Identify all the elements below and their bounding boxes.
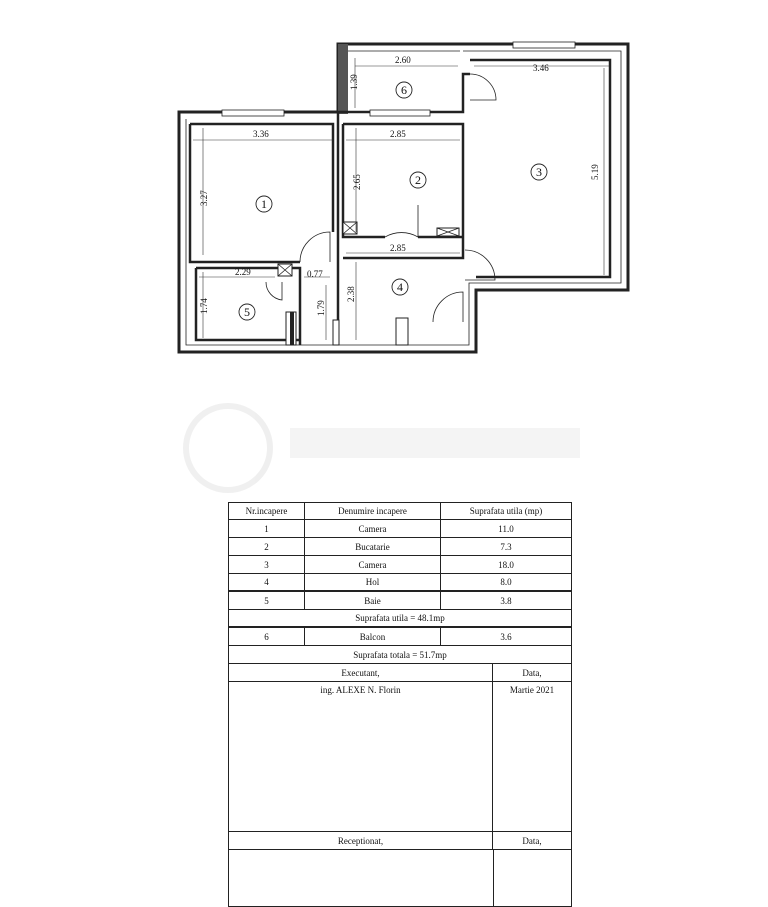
subtotal-text: Suprafata utila = 48.1mp — [355, 613, 445, 623]
dim-hall-width: 2.85 — [390, 243, 406, 253]
dim-bath-width: 2.29 — [235, 267, 251, 277]
receptionat-date-cell — [494, 850, 571, 906]
header-name: Denumire incapere — [305, 503, 441, 519]
room-marker-4 — [392, 279, 408, 295]
dim-balcony-width: 2.60 — [395, 55, 411, 65]
receptionat-label: Receptionat, — [229, 832, 493, 849]
table-row — [229, 556, 571, 574]
row-name: Bucatarie — [305, 538, 441, 555]
receptionat-header-row — [229, 832, 571, 850]
dim-room1-width: 3.36 — [253, 129, 269, 139]
executant-name: ing. ALEXE N. Florin — [229, 682, 493, 831]
dim-bath-depth: 1.74 — [199, 298, 209, 314]
row-name: Balcon — [305, 628, 441, 645]
executant-date: Martie 2021 — [509, 685, 555, 695]
row-nr: 4 — [229, 574, 305, 590]
row-area: 8.0 — [500, 577, 512, 587]
receptionat-date-label: Data, — [522, 835, 542, 846]
row-area: 3.6 — [500, 631, 512, 642]
dim-balcony-depth: 1.39 — [349, 74, 359, 90]
subtotal-row — [229, 610, 571, 628]
row-nr: 3 — [229, 556, 305, 573]
table-row — [229, 538, 571, 556]
dim-corridor-depth: 1.79 — [316, 300, 326, 316]
svg-text:2: 2 — [415, 173, 421, 187]
row-nr: 6 — [229, 628, 305, 645]
header-nr: Nr.incapere — [229, 503, 305, 519]
total-text: Suprafata totala = 51.7mp — [353, 649, 447, 660]
executant-date-label: Data, — [522, 667, 542, 678]
header-area: Suprafata utila (mp) — [469, 506, 543, 516]
svg-text:5: 5 — [244, 305, 250, 319]
room-marker-1 — [256, 196, 272, 212]
dim-room3-depth: 5.19 — [590, 164, 600, 180]
dim-room1-depth: 3.27 — [199, 190, 209, 206]
executant-body — [229, 682, 571, 832]
table-row — [229, 592, 571, 610]
dim-room2-width: 2.85 — [390, 129, 406, 139]
row-area: 11.0 — [498, 523, 514, 534]
row-nr: 2 — [229, 538, 305, 555]
row-area: 7.3 — [500, 541, 512, 552]
watermark-logo — [186, 406, 580, 490]
row-area: 18.0 — [498, 559, 514, 570]
svg-text:4: 4 — [397, 280, 403, 294]
dim-room2-depth: 2.65 — [352, 174, 362, 190]
room-markers — [239, 82, 547, 320]
row-nr: 1 — [229, 520, 305, 537]
room-marker-6 — [396, 82, 412, 98]
row-name: Camera — [305, 520, 441, 537]
receptionat-signature-cell — [229, 850, 494, 906]
receptionat-body — [229, 850, 571, 906]
dimension-lines — [193, 58, 610, 340]
row-name: Baie — [305, 592, 441, 609]
total-row — [229, 646, 571, 664]
dim-bath-door: 0.77 — [307, 269, 323, 279]
room-marker-2 — [410, 172, 426, 188]
table-header-row — [229, 503, 571, 520]
svg-text:3: 3 — [536, 165, 542, 179]
area-table — [228, 502, 572, 907]
row-nr: 5 — [229, 592, 305, 609]
svg-text:6: 6 — [401, 83, 407, 97]
room-marker-3 — [531, 164, 547, 180]
row-name: Camera — [305, 556, 441, 573]
table-row — [229, 520, 571, 538]
balcony-row — [229, 628, 571, 646]
row-area: 3.8 — [500, 595, 512, 606]
svg-text:1: 1 — [261, 197, 267, 211]
table-row — [229, 574, 571, 592]
executant-header-row — [229, 664, 571, 682]
dim-room3-width: 3.46 — [533, 63, 549, 73]
room-marker-5 — [239, 304, 255, 320]
dim-hall-depth: 2.38 — [346, 286, 356, 302]
row-name: Hol — [305, 574, 441, 590]
executant-label: Executant, — [229, 664, 493, 681]
